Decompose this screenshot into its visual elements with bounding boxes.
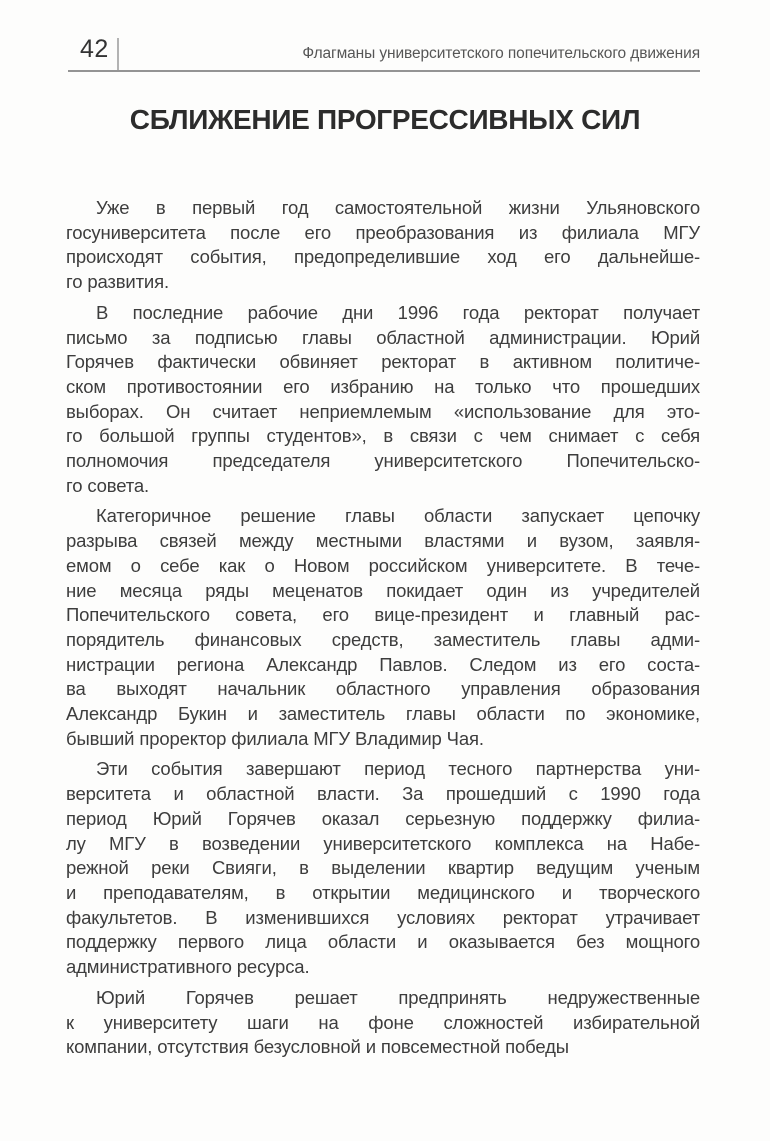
- text-line: госуниверситета после его преобразования из филиала МГУ: [66, 221, 700, 243]
- text-line: и преподавателям, в открытии медицинского и творческого: [66, 881, 700, 903]
- text-line: к университету шаги на фоне сложностей избирательной: [66, 1011, 700, 1033]
- text-line: полномочия председателя университетского Попечительско-: [66, 450, 700, 472]
- running-header: Флагманы университетского попечительского движения: [302, 45, 700, 62]
- text-line: нистрации региона Александр Павлов. Следом из его соста-: [66, 653, 700, 675]
- text-line: Эти события завершают период тесного партнерства уни-: [96, 758, 700, 780]
- page-number: 42: [80, 35, 109, 63]
- text-line: го совета.: [66, 474, 150, 496]
- paragraph: [66, 757, 700, 979]
- text-line: происходят события, предопределившие ход его дальнейше-: [66, 246, 700, 268]
- text-line: режной реки Свияги, в выделении квартир ведущим ученым: [66, 857, 700, 879]
- text-line: письмо за подписью главы областной администрации. Юрий: [66, 326, 700, 348]
- text-line: ва выходят начальник областного управления образования: [66, 678, 700, 700]
- text-line: ние месяца ряды меценатов покидает один из учредителей: [66, 579, 700, 601]
- text-line: го развития.: [66, 271, 169, 293]
- text-line: Категоричное решение главы области запускает цепочку: [96, 505, 700, 527]
- article-body: [66, 196, 700, 1066]
- text-line: емом о себе как о Новом российском университете. В тече-: [66, 554, 700, 576]
- text-line: верситета и областной власти. За прошедший с 1990 года: [66, 783, 700, 805]
- text-line: факультетов. В изменившихся условиях ректорат утрачивает: [66, 906, 700, 928]
- text-line: порядитель финансовых средств, заместитель главы адми-: [66, 628, 700, 650]
- text-line: лу МГУ в возведении университетского комплекса на Набе-: [66, 832, 700, 854]
- text-line: бывший проректор филиала МГУ Владимир Чая.: [66, 727, 484, 749]
- text-line: административного ресурса.: [66, 956, 310, 978]
- paragraph: [66, 986, 700, 1060]
- header-vertical-separator: [117, 38, 119, 71]
- text-line: Уже в первый год самостоятельной жизни Ульяновского: [96, 197, 700, 218]
- text-line: Александр Букин и заместитель главы области по экономике,: [66, 703, 700, 725]
- text-line: выборах. Он считает неприемлемым «использование для это-: [66, 400, 700, 422]
- text-line: ском противостоянии его избранию на только что прошедших: [66, 375, 700, 397]
- text-line: В последние рабочие дни 1996 года ректорат получает: [96, 301, 700, 323]
- text-line: Горячев фактически обвиняет ректорат в активном политиче-: [66, 351, 700, 373]
- text-line: разрыва связей между местными властями и вузом, заявля-: [66, 530, 700, 552]
- chapter-title: СБЛИЖЕНИЕ ПРОГРЕССИВНЫХ СИЛ: [129, 104, 641, 135]
- text-line: период Юрий Горячев оказал серьезную поддержку филиа-: [66, 807, 700, 829]
- paragraph: [66, 301, 700, 499]
- text-line: Попечительского совета, его вице-президент и главный рас-: [66, 604, 700, 626]
- text-line: поддержку первого лица области и оказывается без мощного: [66, 931, 700, 953]
- paragraph: [66, 196, 700, 295]
- text-line: го большой группы студентов», в связи с чем снимает с себя: [66, 425, 700, 447]
- header-rule: [68, 70, 700, 72]
- text-line: компании, отсутствия безусловной и повсеместной победы: [66, 1036, 569, 1058]
- text-line: Юрий Горячев решает предпринять недружественные: [96, 986, 700, 1008]
- paragraph: [66, 504, 700, 751]
